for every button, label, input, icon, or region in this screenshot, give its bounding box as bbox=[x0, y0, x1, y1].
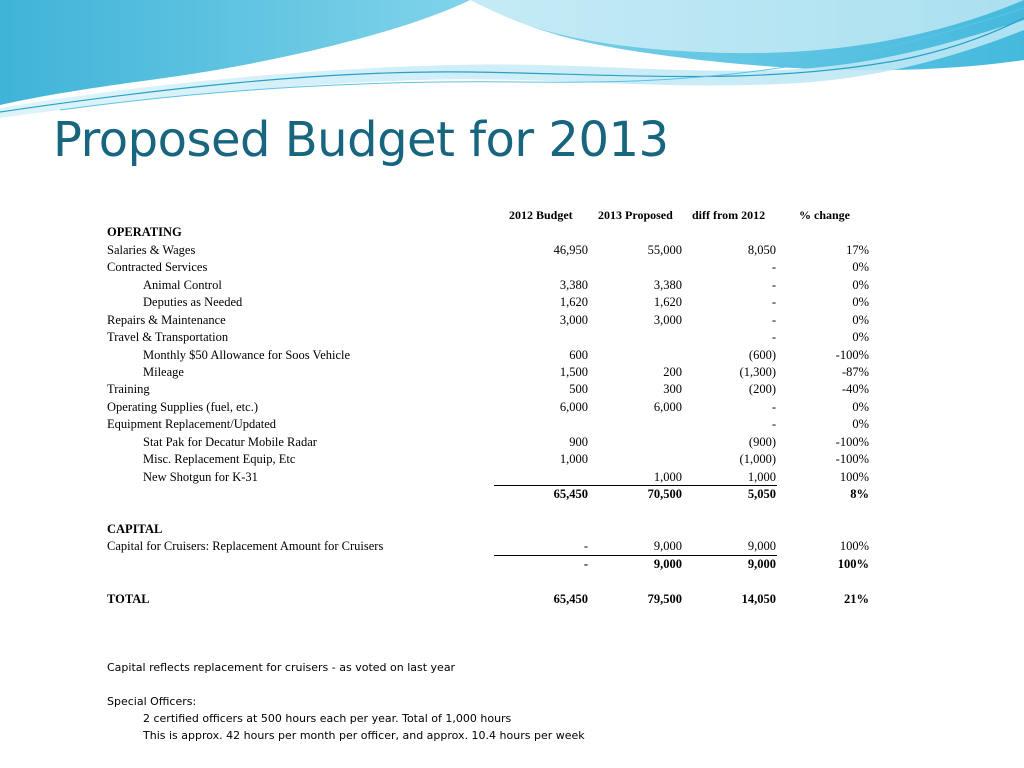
table-row bbox=[0, 573, 1024, 590]
row-label: Monthly $50 Allowance for Soos Vehicle bbox=[143, 347, 351, 362]
row-value: - bbox=[771, 330, 776, 345]
row-value: - bbox=[771, 295, 776, 310]
table-row bbox=[0, 416, 1024, 433]
row-value: -100% bbox=[835, 347, 869, 362]
row-value: 8,050 bbox=[747, 242, 776, 257]
row-value: 9,000 bbox=[653, 556, 682, 571]
row-label: Capital for Cruisers: Replacement Amount for Cruisers bbox=[107, 539, 384, 554]
row-value: 9,000 bbox=[747, 556, 776, 571]
row-value: 8% bbox=[850, 487, 869, 501]
row-label: Operating Supplies (fuel, etc.) bbox=[107, 399, 258, 414]
table-row bbox=[0, 381, 1024, 398]
row-label: Travel & Transportation bbox=[107, 330, 229, 345]
table-row bbox=[0, 329, 1024, 346]
row-value: 3,380 bbox=[559, 277, 588, 292]
column-header-percent-change: % change bbox=[799, 208, 850, 222]
table-row bbox=[0, 224, 1024, 241]
row-value: - bbox=[771, 312, 776, 327]
column-header-2012-budget: 2012 Budget bbox=[509, 208, 573, 222]
row-value: 0% bbox=[852, 260, 869, 275]
table-body bbox=[0, 224, 1024, 608]
row-value: 79,500 bbox=[647, 591, 682, 606]
row-label: OPERATING bbox=[107, 225, 182, 240]
table-row bbox=[0, 451, 1024, 468]
row-value: 9,000 bbox=[747, 539, 776, 554]
table-row bbox=[0, 399, 1024, 416]
row-value: - bbox=[771, 277, 776, 292]
row-value: - bbox=[583, 556, 588, 571]
table-row bbox=[0, 591, 1024, 608]
row-value: 3,380 bbox=[653, 277, 682, 292]
row-value: 21% bbox=[844, 591, 869, 606]
row-label: Salaries & Wages bbox=[107, 242, 196, 257]
special-officers-heading: Special Officers: bbox=[107, 695, 197, 708]
row-value: 300 bbox=[663, 382, 682, 397]
row-value: (1,000) bbox=[739, 452, 776, 467]
table-row bbox=[0, 259, 1024, 276]
row-value: 6,000 bbox=[559, 399, 588, 414]
row-value: 17% bbox=[846, 242, 869, 257]
row-value: 200 bbox=[663, 364, 682, 379]
row-value: 600 bbox=[569, 347, 588, 362]
page-title: Proposed Budget for 2013 bbox=[53, 112, 669, 168]
row-value: 1,620 bbox=[653, 295, 682, 310]
row-label: Animal Control bbox=[143, 277, 222, 292]
row-value: 6,000 bbox=[653, 399, 682, 414]
table-row bbox=[0, 347, 1024, 364]
special-officers-line-2: This is approx. 42 hours per month per officer, and approx. 10.4 hours per week bbox=[143, 729, 585, 742]
row-value: 0% bbox=[852, 417, 869, 432]
row-value: 70,500 bbox=[647, 487, 682, 501]
notes-section bbox=[107, 659, 585, 744]
row-value: 500 bbox=[569, 382, 588, 397]
row-value: 100% bbox=[839, 469, 869, 484]
budget-table bbox=[0, 207, 1024, 608]
row-value: 46,950 bbox=[553, 242, 588, 257]
row-label: New Shotgun for K-31 bbox=[143, 469, 258, 484]
row-value: 1,000 bbox=[559, 452, 588, 467]
table-row bbox=[0, 521, 1024, 538]
row-value: - bbox=[771, 260, 776, 275]
row-value: 14,050 bbox=[741, 591, 776, 606]
table-row bbox=[0, 364, 1024, 381]
table-row bbox=[0, 312, 1024, 329]
row-value: 1,620 bbox=[559, 295, 588, 310]
row-value: (200) bbox=[748, 382, 776, 397]
row-value: - bbox=[771, 417, 776, 432]
row-label: Training bbox=[107, 382, 150, 397]
row-label: Misc. Replacement Equip, Etc bbox=[143, 452, 296, 467]
row-label: Equipment Replacement/Updated bbox=[107, 417, 277, 432]
table-row bbox=[0, 242, 1024, 259]
row-label: Repairs & Maintenance bbox=[107, 312, 226, 327]
table-row bbox=[0, 294, 1024, 311]
row-value: 0% bbox=[852, 399, 869, 414]
row-value: 65,450 bbox=[553, 591, 588, 606]
row-value: - bbox=[771, 399, 776, 414]
special-officers-line-1: 2 certified officers at 500 hours each per year. Total of 1,000 hours bbox=[143, 712, 512, 725]
row-value: 100% bbox=[839, 539, 869, 554]
row-label: Mileage bbox=[143, 364, 184, 379]
row-value: 65,450 bbox=[553, 487, 588, 501]
table-header-row bbox=[0, 207, 1024, 224]
row-value: 3,000 bbox=[653, 312, 682, 327]
row-value: -100% bbox=[835, 434, 869, 449]
row-value: 55,000 bbox=[647, 242, 682, 257]
row-value: 9,000 bbox=[653, 539, 682, 554]
row-value: 0% bbox=[852, 330, 869, 345]
decorative-wave-header bbox=[0, 0, 1024, 120]
table-row bbox=[0, 486, 1024, 503]
table-row bbox=[0, 469, 1024, 486]
row-value: 900 bbox=[569, 434, 588, 449]
table-row bbox=[0, 434, 1024, 451]
row-value: 5,050 bbox=[747, 487, 776, 501]
row-value: 0% bbox=[852, 277, 869, 292]
column-header-2013-proposed: 2013 Proposed bbox=[598, 208, 673, 222]
row-value: 0% bbox=[852, 312, 869, 327]
row-value: 0% bbox=[852, 295, 869, 310]
row-value: 3,000 bbox=[559, 312, 588, 327]
row-value: 100% bbox=[837, 556, 869, 571]
row-value: (1,300) bbox=[739, 364, 776, 379]
row-value: -40% bbox=[841, 382, 869, 397]
capital-note: Capital reflects replacement for cruisers - as voted on last year bbox=[107, 661, 456, 674]
row-value: (900) bbox=[748, 434, 776, 449]
row-value: - bbox=[583, 539, 588, 554]
row-value: 1,000 bbox=[653, 469, 682, 484]
table-row bbox=[0, 538, 1024, 555]
row-label: Contracted Services bbox=[107, 260, 208, 275]
row-value: -87% bbox=[841, 364, 869, 379]
column-header-diff-from-2012: diff from 2012 bbox=[692, 208, 766, 222]
row-label: CAPITAL bbox=[107, 521, 163, 536]
row-value: 1,000 bbox=[747, 469, 776, 484]
row-label: Stat Pak for Decatur Mobile Radar bbox=[143, 434, 317, 449]
table-row bbox=[0, 556, 1024, 573]
row-value: 1,500 bbox=[559, 364, 588, 379]
row-label: TOTAL bbox=[107, 591, 150, 606]
row-value: (600) bbox=[748, 347, 776, 362]
row-value: -100% bbox=[835, 452, 869, 467]
table-row bbox=[0, 277, 1024, 294]
row-label: Deputies as Needed bbox=[143, 295, 243, 310]
table-row bbox=[0, 503, 1024, 520]
